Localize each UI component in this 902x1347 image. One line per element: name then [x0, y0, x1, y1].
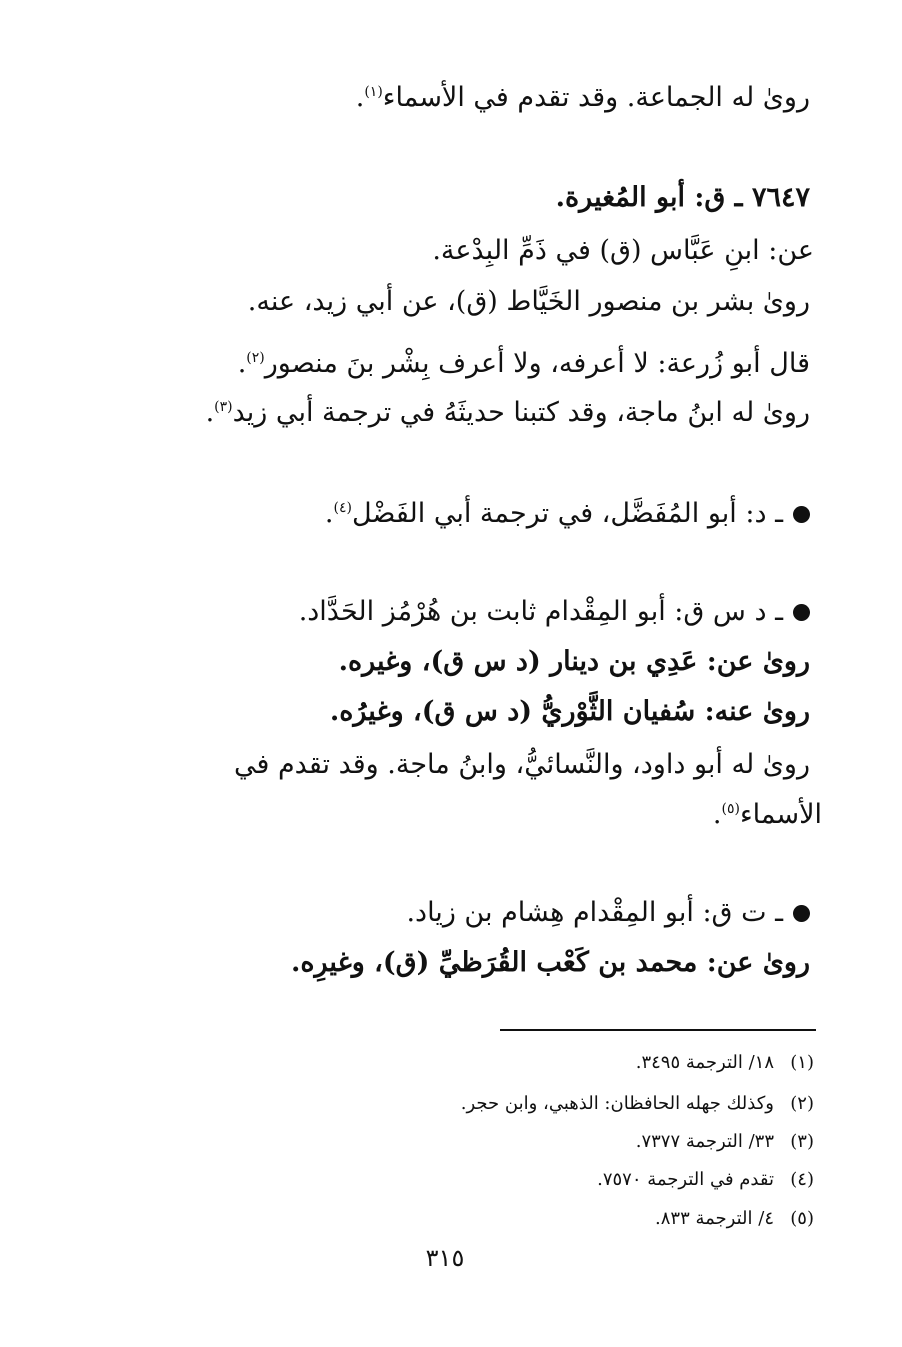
bullet-icon [793, 604, 810, 621]
entry-abu-almufaddal: ـ د: أبو المُفَضَّل، في ترجمة أبي الفَضْل$^{(٤)}$. [80, 494, 810, 534]
footnote-ref: (٥) [721, 801, 740, 817]
text-line-4: رویٰ بشر بن منصور الخَيَّاط (ق)، عن أبي زيد، عنه. [247, 286, 810, 317]
page-number: ٣١٥ [425, 1244, 465, 1272]
entry-abu-almiqdam-hisham: ـ ت ق: أبو المِقْدام هِشام بن زياد. [80, 893, 810, 933]
entry-heading-7647: ٧٦٤٧ ـ ق: أبو المُغيرة. [555, 182, 810, 213]
text-line-9: رویٰ عن: عَدِي بن دينار (د س ق)، وغيره. [338, 646, 810, 677]
text-line-5: قال أبو زُرعة: لا أعرفه، ولا أعرف بِشْر بنَ منصور$^{(٢)}$. [237, 348, 810, 379]
footnote-ref: (١) [364, 84, 383, 100]
text-line-14: رویٰ عن: محمد بن كَعْب القُرَظيِّ (ق)، وغيرِه. [290, 947, 810, 978]
bullet-icon [793, 506, 810, 523]
text-line-10: رویٰ عنه: سُفيان الثَّوْريُّ (د س ق)، وغيرُه. [329, 696, 810, 727]
footnote-1: (١)١٨/ الترجمة ٣٤٩٥. [635, 1052, 814, 1073]
footnote-3: (٣)٣٣/ الترجمة ٧٣٧٧. [635, 1131, 814, 1152]
text-line-6: رویٰ له ابنُ ماجة، وقد كتبنا حديثَهُ في ترجمة أبي زيد$^{(٣)}$. [205, 397, 810, 428]
text-line-3: عن: ابنِ عَبَّاس (ق) في ذَمِّ البِدْعة. [432, 235, 814, 266]
footnote-ref: (٢) [246, 350, 265, 366]
footnote-4: (٤)تقدم في الترجمة ٧٥٧٠. [597, 1169, 814, 1190]
footnote-ref: (٤) [333, 500, 352, 516]
text-line-11: رویٰ له أبو داود، والنَّسائيُّ، وابنُ ماجة. وقد تقدم في [233, 749, 810, 780]
footnote-ref: (٣) [214, 399, 233, 415]
entry-abu-almiqdam-thabit: ـ د س ق: أبو المِقْدام ثابت بن هُرْمُز الحَدَّاد. [80, 592, 810, 632]
footnote-5: (٥)٤/ الترجمة ٨٣٣. [655, 1208, 814, 1229]
text-line-12: الأسماء$^{(٥)}$. [712, 799, 822, 830]
bullet-icon [793, 905, 810, 922]
text-line-1: رویٰ له الجماعة. وقد تقدم في الأسماء$^{(١)}$. [355, 82, 810, 113]
footnote-separator [500, 1029, 816, 1031]
footnote-2: (٢)وكذلك جهله الحافظان: الذهبي، وابن حجر. [460, 1093, 814, 1114]
